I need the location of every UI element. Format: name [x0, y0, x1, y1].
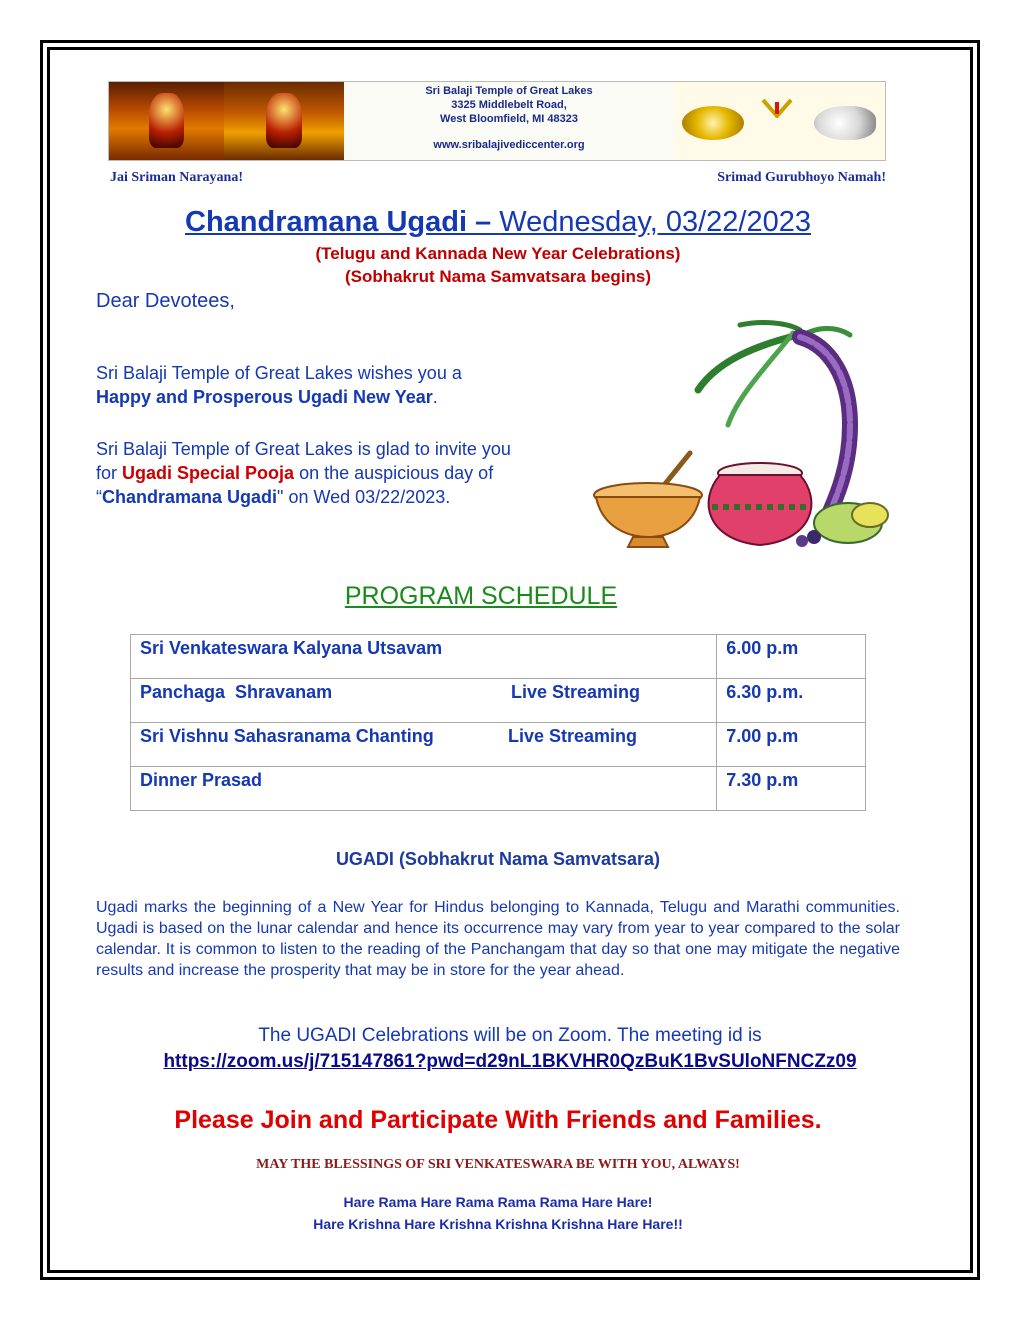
program-name: Dinner Prasad [140, 770, 263, 790]
greeting-right: Srimad Gurubhoyo Namah! [717, 170, 886, 185]
ugadi-info-heading: UGADI (Sobhakrut Nama Samvatsara) [335, 849, 661, 869]
program-cell [131, 723, 717, 767]
table-row [131, 635, 866, 679]
invite-paragraph [96, 437, 511, 509]
join-message: Please Join and Participate With Friends and Families. [174, 1106, 822, 1134]
salutation: Dear Devotees, [96, 290, 235, 312]
event-subtitle-1: (Telugu and Kannada New Year Celebrations) [315, 244, 681, 263]
banner-text-block [344, 82, 674, 160]
time-cell: 6.30 p.m. [717, 679, 866, 723]
temple-banner [108, 81, 886, 161]
wish-end: . [432, 387, 438, 407]
invite-pooja: Ugadi Special Pooja [122, 463, 295, 483]
conch-icon [814, 106, 876, 140]
banner-website: www.sribalajivediccenter.org [433, 139, 585, 151]
program-cell [131, 679, 717, 723]
ugadi-pot-sugarcane-illustration [588, 315, 898, 555]
banner-org-name: Sri Balaji Temple of Great Lakes [425, 85, 593, 97]
table-row [131, 723, 866, 767]
mantra-line-1: Hare Rama Hare Rama Rama Rama Hare Hare! [343, 1194, 653, 1210]
program-name: Sri Vishnu Sahasranama Chanting [140, 726, 434, 746]
banner-address-line2: West Bloomfield, MI 48323 [440, 113, 578, 125]
program-name: Panchaga Shravanam [140, 682, 333, 702]
invite-for: for [96, 463, 123, 483]
ugadi-info-paragraph: Ugadi marks the beginning of a New Year for Hindus belonging to Kannada, Telugu and Marathi communities. Ugadi is based on the lunar calendar and hence its occurrence may vary from year to year compared to the solar calendar. It is common to listen to the reading of the Panchangam that day so that one may mitigate the negative results and increase the prosperity that may be in store for the year ahead. [96, 899, 900, 979]
namam-icon [760, 98, 794, 118]
blessing-line: MAY THE BLESSINGS OF SRI VENKATESWARA BE WITH YOU, ALWAYS! [256, 1157, 740, 1172]
program-schedule-table [130, 634, 866, 811]
zoom-meeting-link[interactable]: https://zoom.us/j/715147861?pwd=d29nL1BKVHR0QzBuK1BvSUloNFNCZz09 [163, 1051, 857, 1072]
time-cell: 6.00 p.m [717, 635, 866, 679]
invite-end: " on Wed 03/22/2023. [277, 487, 451, 507]
program-note: Live Streaming [511, 682, 641, 702]
wish-line: Sri Balaji Temple of Great Lakes wishes you a [96, 363, 462, 383]
zoom-info-text: The UGADI Celebrations will be on Zoom. The meeting id is [258, 1025, 762, 1046]
event-subtitle-2: (Sobhakrut Nama Samvatsara begins) [344, 267, 652, 286]
event-date: Wednesday, 03/22/2023 [499, 206, 811, 238]
greeting-left: Jai Sriman Narayana! [110, 170, 243, 185]
banner-symbols [674, 82, 886, 160]
program-schedule-heading: PROGRAM SCHEDULE [344, 582, 618, 610]
deity-image-left [109, 82, 224, 160]
banner-address-line1: 3325 Middlebelt Road, [451, 99, 567, 111]
program-cell [131, 635, 717, 679]
deity-image-right [224, 82, 344, 160]
program-name: Sri Venkateswara Kalyana Utsavam [140, 638, 443, 658]
table-row [131, 679, 866, 723]
wish-paragraph [96, 361, 462, 409]
time-cell: 7.00 p.m [717, 723, 866, 767]
invite-event: Chandramana Ugadi [102, 487, 278, 507]
program-cell [131, 767, 717, 811]
invite-quote-open: “ [96, 487, 102, 507]
mantra-line-2: Hare Krishna Hare Krishna Krishna Krishna Hare Hare!! [313, 1216, 683, 1232]
invite-line-1: Sri Balaji Temple of Great Lakes is glad to invite you [96, 439, 511, 459]
event-name: Chandramana Ugadi [185, 206, 467, 238]
chakra-icon [682, 106, 744, 140]
invite-rest: on the auspicious day of [294, 463, 494, 483]
event-title [0, 206, 996, 239]
table-row [131, 767, 866, 811]
wish-bold-text: Happy and Prosperous Ugadi New Year [96, 387, 433, 407]
time-cell: 7.30 p.m [717, 767, 866, 811]
program-note: Live Streaming [508, 726, 638, 746]
title-dash: – [467, 206, 500, 238]
